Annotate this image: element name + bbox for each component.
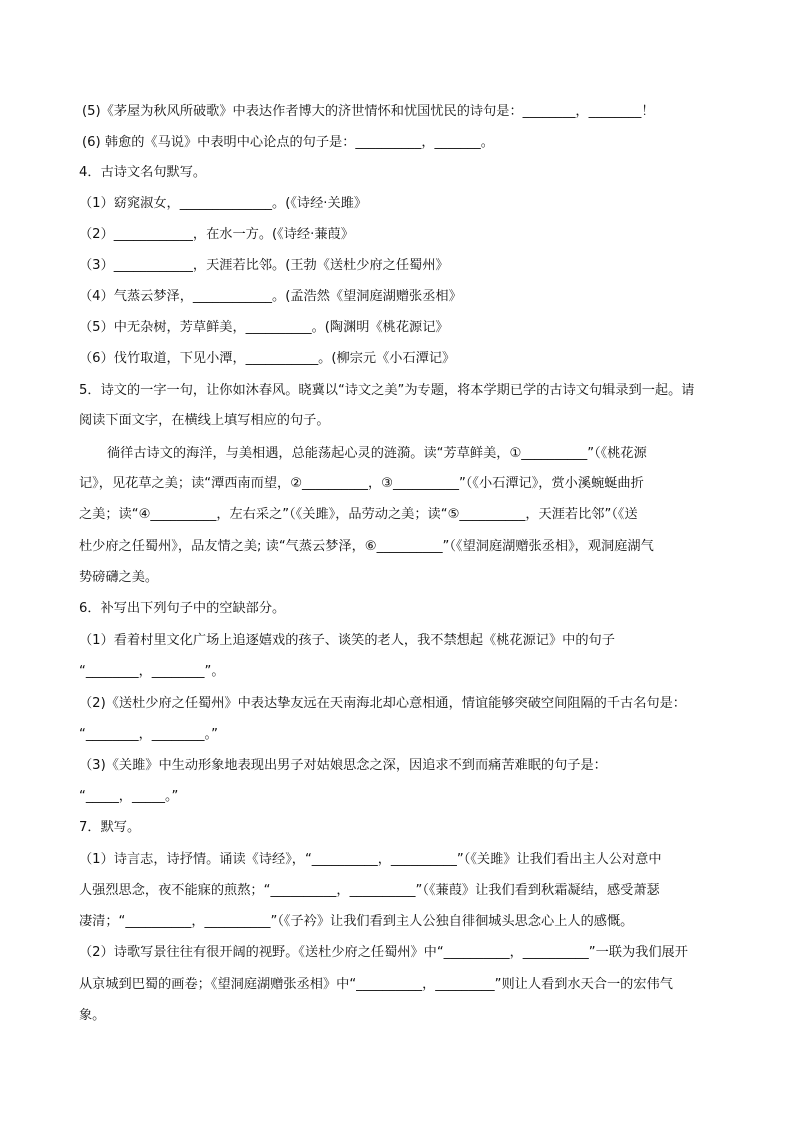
q4-item-1: （1）窈窕淑女，______________。(《诗经·关雎》: [79, 196, 368, 211]
q6-item-3: （3)《关雎》中生动形象地表现出男子对姑娘思念之深，因追求不到而痛苦难眠的句子是：: [79, 758, 607, 773]
q5-passage-line-3: 之美；读“④__________，左右采之”（《关雎》，品劳动之美；读“⑤__________，天涯若比邻”（《送: [79, 507, 638, 522]
q4-item-5: （5）中无杂树，芳草鲜美，__________。(陶渊明《桃花源记》: [79, 320, 449, 335]
q7-item-2-line-3: 象。: [79, 1008, 106, 1023]
q5-passage-line-1: 徜徉古诗文的海洋，与美相遇，总能荡起心灵的涟漪。读“芳草鲜美，①__________”（《桃花源: [107, 446, 647, 461]
q5-passage-line-2: 记》，见花草之美；读“潭西南而望，②__________，③__________”（《小石潭记》，赏小溪蜿蜒曲折: [79, 476, 644, 491]
q7-item-1-line-1: （1）诗言志，诗抒情。诵读《诗经》，“__________，__________”（《关雎》让我们看出主人公对意中: [79, 852, 662, 867]
q4-item-4: （4）气蒸云梦泽，____________。(孟浩然《望洞庭湖赠张丞相》: [79, 289, 462, 304]
q6-item-1: （1）看着村里文化广场上追逐嬉戏的孩子、谈笑的老人，我不禁想起《桃花源记》中的句子: [79, 633, 615, 648]
q6-item-3-answer: “_____，_____。”: [79, 789, 179, 804]
q5-passage-line-5: 势磅礴之美。: [79, 570, 159, 585]
q4-title: 4．古诗文名句默写。: [79, 165, 207, 180]
q7-item-1-line-2: 人强烈思念，夜不能寐的煎熬；“__________，__________”（《蒹葭》让我们看到秋霜凝结，感受萧瑟: [79, 883, 660, 898]
q5-stem-line-1: 5．诗文的一字一句，让你如沐春风。晓冀以“诗文之美”为专题，将本学期已学的古诗文句辑录到一起。请: [79, 383, 695, 398]
q6-item-2-answer: “________，________。”: [79, 727, 218, 742]
q7-item-2-line-2: 从京城到巴蜀的画卷；《望洞庭湖赠张丞相》中“__________，_________”则让人看到水天合一的宏伟气: [79, 977, 673, 992]
q3-item-6: (6) 韩愈的《马说》中表明中心论点的句子是：__________，_______。: [82, 135, 494, 150]
q5-passage-line-4: 杜少府之任蜀州》，品友情之美; 读“气蒸云梦泽，⑥__________”（《望洞庭湖赠张丞相》，观洞庭湖气: [79, 539, 654, 554]
q4-item-2: （2）____________，在水一方。(《诗经·蒹葭》: [79, 227, 354, 242]
q5-stem-line-2: 阅读下面文字，在横线上填写相应的句子。: [79, 413, 330, 428]
q7-title: 7．默写。: [79, 820, 141, 835]
q7-item-2-line-1: （2）诗歌写景往往有很开阔的视野。《送杜少府之任蜀州》中“__________，__________”一联为我们展开: [79, 945, 688, 960]
q6-item-1-answer: “________，________”。: [79, 664, 225, 679]
q4-item-6: （6）伐竹取道，下见小潭，___________。(柳宗元《小石潭记》: [79, 351, 456, 366]
q7-item-1-line-3: 凄清；“__________，__________”（《子衿》让我们看到主人公独自徘徊城头思念心上人的感慨。: [79, 914, 634, 929]
q6-title: 6．补写出下列句子中的空缺部分。: [79, 601, 286, 616]
q6-item-2: （2)《送杜少府之任蜀州》中表达挚友远在天南海北却心意相通，情谊能够突破空间阻隔的千古名句是：: [79, 696, 686, 711]
q3-item-5: (5)《茅屋为秋风所破歌》中表达作者博大的济世情怀和忧国忧民的诗句是：________，________！: [82, 104, 655, 119]
q4-item-3: （3）____________，天涯若比邻。(王勃《送杜少府之任蜀州》: [79, 258, 449, 273]
